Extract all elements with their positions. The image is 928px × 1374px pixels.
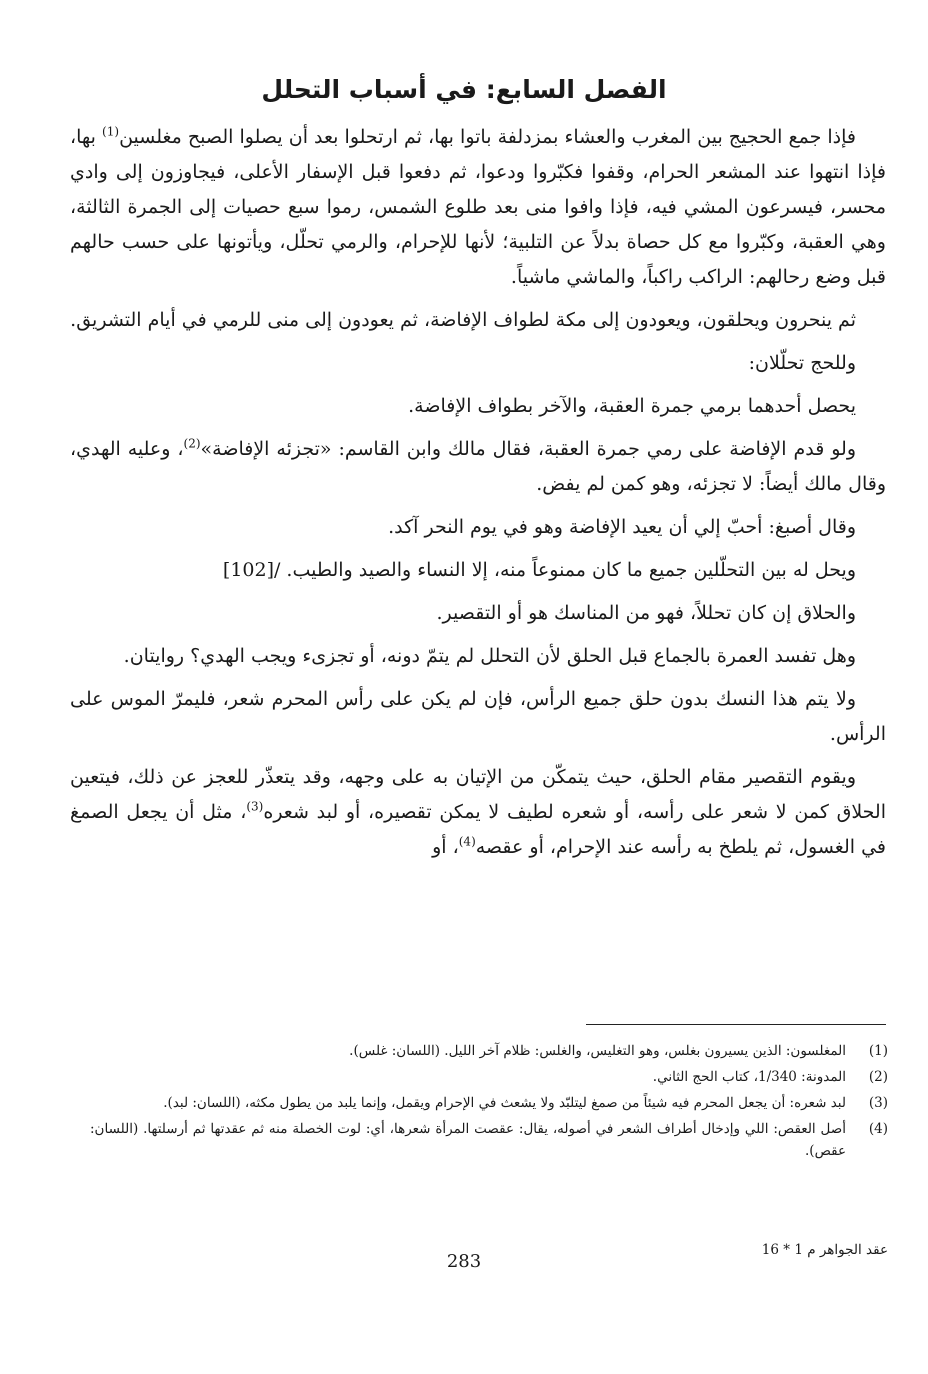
paragraph-11-text-c: ، أو xyxy=(432,836,459,858)
footnote-4 xyxy=(90,1118,888,1162)
footnote-text: المغلسون: الذين يسيرون بغلس، وهو التغليس، والغلس: ظلام آخر الليل. (اللسان: غلس). xyxy=(349,1043,846,1059)
footnote-ref-3: (3) xyxy=(246,799,264,814)
footnote-text: لبد شعره: أن يجعل المحرم فيه شيئاً من صمغ ليتلبّد ولا يشعث في الإحرام ويقمل، وإنما يلبد من يطول مكثه، (اللسان: لبد). xyxy=(163,1095,846,1111)
footnote-2 xyxy=(90,1066,888,1088)
body-text xyxy=(70,120,886,873)
paragraph-10: ولا يتم هذا النسك بدون حلق جميع الرأس، فإن لم يكن على رأس المحرم شعر، فليمرّ الموس على الرأس. xyxy=(70,688,886,745)
footnote-number: (4) xyxy=(868,1121,888,1137)
paragraph-9: وهل تفسد العمرة بالجماع قبل الحلق لأن التحلل لم يتمّ دونه، أو تجزىء ويجب الهدي؟ روايتان. xyxy=(123,645,856,667)
footnote-number: (1) xyxy=(868,1043,888,1059)
paragraph-6: وقال أصبغ: أحبّ إلي أن يعيد الإفاضة وهو في يوم النحر آكد. xyxy=(388,516,856,538)
signature-mark: عقد الجواهر م 1 * 16 xyxy=(761,1242,888,1258)
paragraph-3: وللحج تحلّلان: xyxy=(748,352,856,374)
page-number: 283 xyxy=(446,1251,482,1272)
paragraph-1 xyxy=(70,120,886,295)
footnote-text: أصل العقص: اللي وإدخال أطراف الشعر في أصوله، يقال: عقصت المرأة شعرها، أي: لوت الخصلة منه ثم عقدتها ثم أرسلتها. (اللسان: عقص). xyxy=(90,1121,846,1159)
paragraph-11-text-b: ، مثل أن يجعل الصمغ في الغسول، ثم يلطخ به رأسه عند الإحرام، أو عقصه xyxy=(70,801,886,858)
paragraph-7: ويحل له بين التحلّلين جميع ما كان ممنوعاً منه، إلا النساء والصيد والطيب. /[102] xyxy=(222,559,856,581)
paragraph-1-text-a: فإذا جمع الحجيج بين المغرب والعشاء بمزدلفة باتوا بها، ثم ارتحلوا بعد أن يصلوا الصبح مغلسين xyxy=(119,126,856,148)
paragraph-5-text-a: ولو قدم الإفاضة على رمي جمرة العقبة، فقال مالك وابن القاسم: «تجزئه الإفاضة» xyxy=(200,438,856,460)
paragraph-2: ثم ينحرون ويحلقون، ويعودون إلى مكة لطواف الإفاضة، ثم يعودون إلى منى للرمي في أيام التشريق. xyxy=(70,309,856,331)
paragraph-5 xyxy=(70,432,886,502)
paragraph-8: والحلاق إن كان تحللاً، فهو من المناسك هو أو التقصير. xyxy=(436,602,856,624)
footnote-ref-4: (4) xyxy=(458,834,476,849)
paragraph-1-text-b: بها، فإذا انتهوا عند المشعر الحرام، وقفوا فكبّروا ودعوا، ثم دفعوا قبل الإسفار الأعلى، فيجاوزون إلى وادي محسر، فيسرعون المشي فيه، فإذا وافوا منى بعد طلوع الشمس، رموا سبع حصيات إلى الجمرة الثالثة، وهي العقبة، وكبّروا مع كل حصاة بدلاً عن التلبية؛ لأنها للإحرام، والرمي تحلّل، ويأتونها على حسب حالهم قبل وضع رحالهم: الراكب راكباً، والماشي ماشياً. xyxy=(70,126,886,288)
footnote-ref-1: (1) xyxy=(102,124,120,139)
chapter-title: الفصل السابع: في أسباب التحلل xyxy=(261,75,667,104)
paragraph-4: يحصل أحدهما برمي جمرة العقبة، والآخر بطواف الإفاضة. xyxy=(408,395,856,417)
paragraph-11-text-a: ويقوم التقصير مقام الحلق، حيث يتمكّن من الإتيان به على وجهه، وقد يتعذّر للعجز عن ذلك، فيتعين الحلاق كمن لا شعر على رأسه، أو شعره لطيف لا يمكن تقصيره، أو لبد شعره xyxy=(70,766,887,823)
footnote-1 xyxy=(90,1040,888,1062)
footnote-divider xyxy=(586,1024,886,1025)
paragraph-11 xyxy=(70,760,886,865)
footnotes xyxy=(90,1040,888,1166)
footnote-ref-2: (2) xyxy=(183,436,201,451)
paragraph-5-text-b: ، وعليه الهدي، وقال مالك أيضاً: لا تجزئه، وهو كمن لم يفض. xyxy=(70,438,886,495)
footnote-text: المدونة: 1/340، كتاب الحج الثاني. xyxy=(652,1069,846,1085)
footnote-number: (2) xyxy=(868,1069,888,1085)
footnote-3 xyxy=(90,1092,888,1114)
footnote-number: (3) xyxy=(868,1095,888,1111)
